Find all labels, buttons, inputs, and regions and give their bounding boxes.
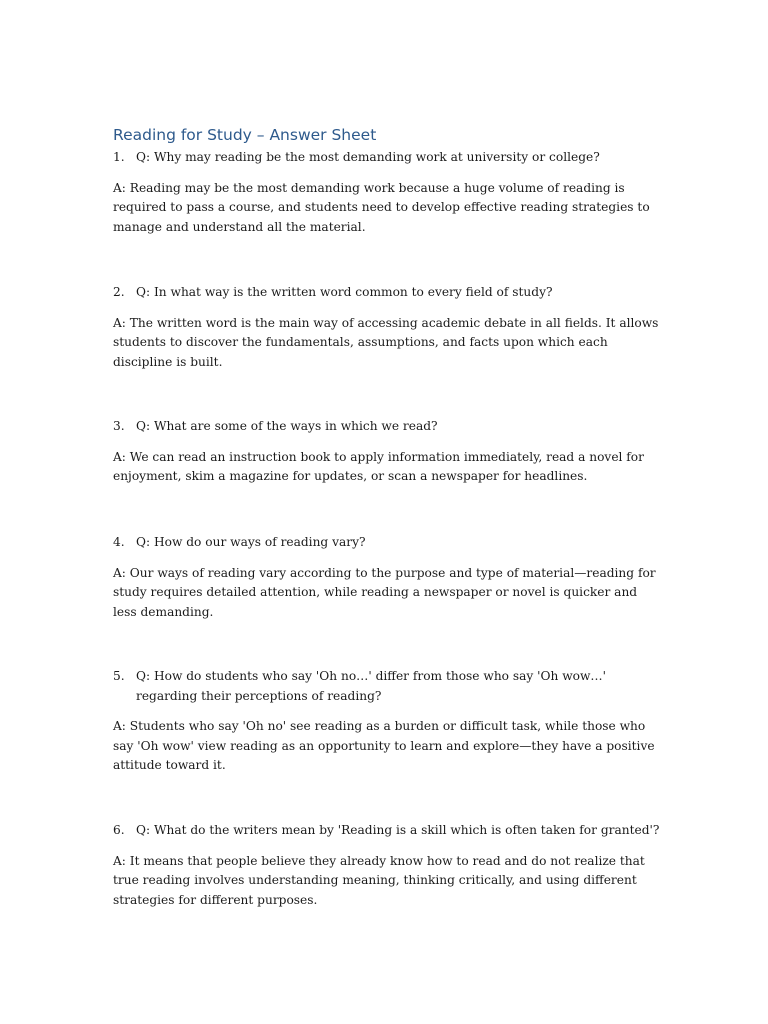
question [113,148,661,168]
question-text: Q: What are some of the ways in which we read? [136,419,438,433]
question [113,821,661,841]
qa-item-2 [113,283,661,372]
qa-item-6 [113,821,661,910]
qa-item-5 [113,667,661,776]
question-number: 2. [113,285,125,299]
qa-item-3 [113,417,661,487]
question-number: 3. [113,419,125,433]
question [113,417,661,437]
question-text: Q: How do our ways of reading vary? [136,535,366,549]
question-number: 4. [113,535,125,549]
question-number: 6. [113,823,125,837]
question-text: Q: What do the writers mean by 'Reading is a skill which is often taken for granted'? [136,823,660,837]
answer-text: A: Our ways of reading vary according to the purpose and type of material—reading for study requires detailed attention, while reading a newspaper or novel is quicker and less demanding. [113,565,656,619]
question [113,533,661,553]
question-number: 5. [113,669,125,683]
answer-text: A: Students who say 'Oh no' see reading as a burden or difficult task, while those who say 'Oh wow' view reading as an opportunity to learn and explore—they have a positive attitude toward it. [113,719,655,772]
question-text: Q: In what way is the written word common to every field of study? [136,285,553,299]
answer-text: A: We can read an instruction book to apply information immediately, read a novel for enjoyment, skim a magazine for updates, or scan a newspaper for headlines. [113,449,644,483]
question [113,667,661,706]
answer-text: A: The written word is the main way of accessing academic debate in all fields. It allows students to discover the fundamentals, assumptions, and facts upon which each discipline is built. [113,315,659,369]
question-text: Q: How do students who say 'Oh no…' differ from those who say 'Oh wow…' regarding their perceptions of reading? [136,669,606,703]
qa-item-4 [113,533,661,622]
answer-text: A: It means that people believe they already know how to read and do not realize that true reading involves understanding meaning, thinking critically, and using different strategies for different purposes. [113,853,645,907]
question-text: Q: Why may reading be the most demanding work at university or college? [136,150,600,164]
page-title: Reading for Study – Answer Sheet [113,126,377,144]
answer-text: A: Reading may be the most demanding work because a huge volume of reading is required to pass a course, and students need to develop effective reading strategies to manage and understand all the material. [113,180,650,234]
qa-item-1 [113,148,661,237]
question-number: 1. [113,150,125,164]
question [113,283,661,303]
